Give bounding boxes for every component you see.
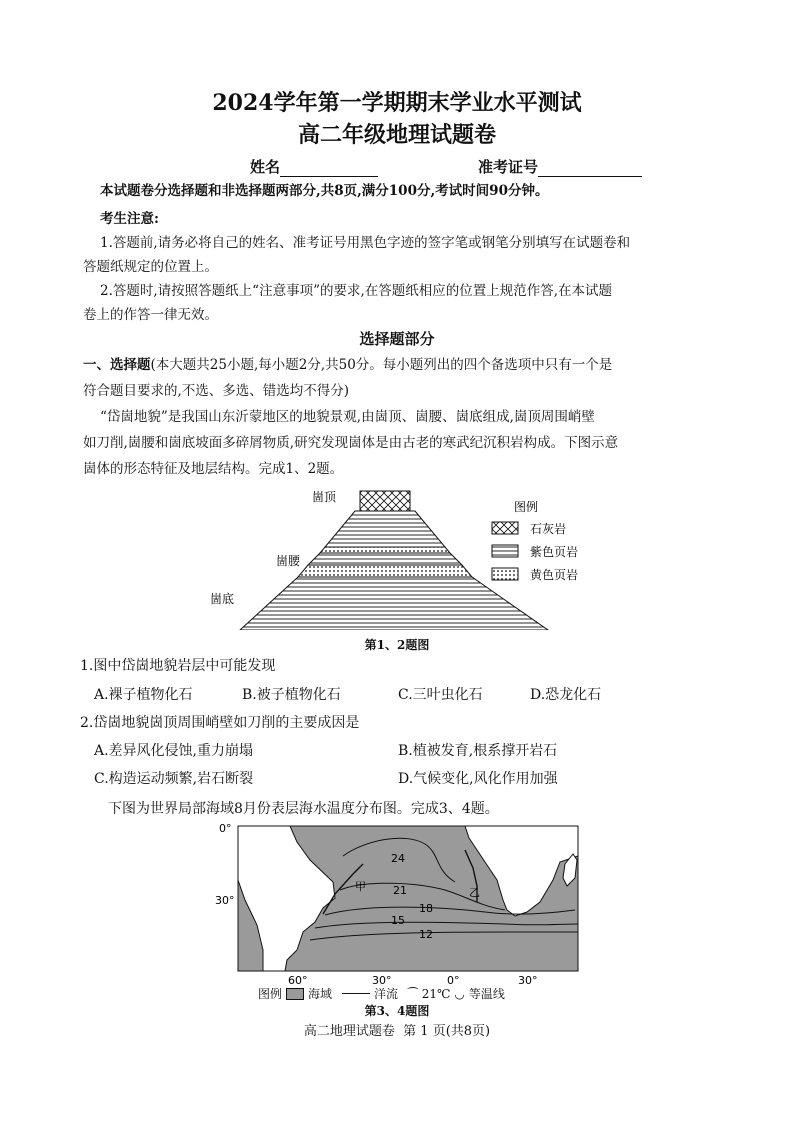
q1-stem: 1.图中岱崮地貌岩层中可能发现 (80, 658, 276, 674)
q1-option-b[interactable]: B.被子植物化石 (242, 687, 341, 703)
legend-sea: 海域 (308, 987, 333, 1001)
figure1-caption: 第1、2题图 (364, 638, 430, 652)
legend-prefix: 图例 (258, 987, 283, 1001)
paper-info: 本试题卷分选择题和非选择题两部分,共8页,满分100分,考试时间90分钟。 (100, 183, 549, 199)
isotherm-label-12: 12 (419, 928, 433, 941)
purple-shale-base (240, 577, 548, 630)
legend-isotherm: 21℃ (421, 986, 451, 1001)
isotherm-label-24: 24 (391, 852, 405, 865)
q2-option-c[interactable]: C.构造运动频繁,岩石断裂 (94, 771, 254, 787)
yellow-shale-2 (298, 565, 472, 577)
notice-title: 考生注意: (100, 211, 159, 227)
passage1-line-3: 崮体的形态特征及地层结构。完成1、2题。 (83, 461, 344, 477)
legend-sea-swatch (286, 988, 304, 1000)
passage2: 下图为世界局部海域8月份表层海水温度分布图。完成3、4题。 (108, 801, 499, 817)
label-top: 崮顶 (312, 490, 337, 504)
label-base: 崮底 (210, 592, 235, 606)
figure-sea-temperature-map (215, 820, 585, 995)
legend-item-purple: 紫色页岩 (530, 545, 579, 559)
q2-option-d[interactable]: D.气候变化,风化作用加强 (398, 771, 558, 787)
notice-2-line-2: 卷上的作答一律无效。 (83, 307, 218, 323)
label-waist: 崮腰 (276, 554, 301, 568)
id-field (478, 156, 642, 177)
name-field (250, 156, 378, 177)
lat-label-0: 0° (219, 822, 232, 835)
q1-option-a[interactable]: A.裸子植物化石 (94, 687, 193, 703)
q2-option-b[interactable]: B.植被发育,根系撑开岩石 (398, 743, 558, 759)
page-footer: 高二地理试题卷 第 1 页(共8页) (303, 1024, 491, 1039)
q1-option-d[interactable]: D.恐龙化石 (530, 687, 602, 703)
q2-option-a[interactable]: A.差异风化侵蚀,重力崩塌 (94, 743, 254, 759)
name-label: 姓名 (250, 158, 281, 176)
point-jia: 甲 (355, 880, 366, 893)
section-heading-line-2: 符合题目要求的,不选、多选、错选均不得分) (83, 383, 350, 399)
legend-swatch-limestone (492, 522, 518, 534)
limestone-cap (360, 491, 410, 511)
isotherm-label-21: 21 (393, 884, 407, 897)
lon-label-60w: 60° (288, 974, 308, 987)
notice-2-line-1: 2.答题时,请按照答题纸上“注意事项”的要求,在答题纸相应的位置上规范作答,在本试题 (100, 283, 613, 299)
lon-label-30e: 30° (518, 974, 538, 987)
legend-current-line (342, 993, 370, 994)
legend-isotherm-tilde-icon: ⁀ (408, 986, 418, 1001)
legend-item-limestone: 石灰岩 (530, 522, 567, 536)
legend-isotherm-suffix: 等温线 (468, 987, 505, 1001)
lon-label-30w: 30° (372, 974, 392, 987)
lat-label-30: 30° (215, 894, 235, 907)
passage1-line-2: 如刀削,崮腰和崮底坡面多碎屑物质,研究发现崮体是由古老的寒武纪沉积岩构成。下图示意 (83, 435, 619, 451)
figure-gudai-diagram (200, 485, 600, 630)
purple-shale-middle (308, 553, 462, 565)
lon-label-0: 0° (447, 974, 460, 987)
legend-swatch-yellow (492, 568, 518, 580)
exam-title: 2024学年第一学期期末学业水平测试 (212, 90, 582, 116)
section-heading-rest: (本大题共25小题,每小题2分,共50分。每小题列出的四个备选项中只有一个是 (150, 357, 613, 373)
q2-stem: 2.岱崮地貌崮顶周围峭壁如刀削的主要成因是 (80, 715, 360, 731)
yellow-shale-1 (320, 547, 450, 553)
legend-current: 洋流 (374, 987, 399, 1001)
passage1-line-1: “岱崮地貌”是我国山东沂蒙地区的地貌景观,由崮顶、崮腰、崮底组成,崮顶周围峭壁 (100, 409, 595, 425)
figure2-legend (258, 985, 505, 1002)
section-heading (83, 352, 713, 378)
section-title: 选择题部分 (359, 330, 435, 348)
legend-swatch-purple (492, 545, 518, 557)
legend-isotherm-curve-icon: ◡ (454, 986, 465, 1001)
exam-subtitle: 高二年级地理试题卷 (297, 122, 496, 148)
q1-option-c[interactable]: C.三叶虫化石 (398, 687, 483, 703)
legend-title: 图例 (514, 500, 539, 514)
notice-1-line-2: 答题纸规定的位置上。 (83, 259, 218, 275)
name-blank (280, 162, 378, 177)
section-heading-bold: 一、选择题 (83, 357, 151, 373)
purple-shale-upper (325, 511, 445, 547)
isotherm-label-18: 18 (419, 902, 433, 915)
point-yi: 乙 (469, 886, 480, 899)
isotherm-label-15: 15 (391, 914, 405, 927)
legend-item-yellow: 黄色页岩 (530, 568, 579, 582)
id-label: 准考证号 (478, 158, 539, 176)
id-blank (538, 162, 642, 177)
figure2-caption: 第3、4题图 (364, 1004, 430, 1018)
notice-1-line-1: 1.答题前,请务必将自己的姓名、准考证号用黑色字迹的签字笔或钢笔分别填写在试题卷和 (100, 235, 631, 251)
